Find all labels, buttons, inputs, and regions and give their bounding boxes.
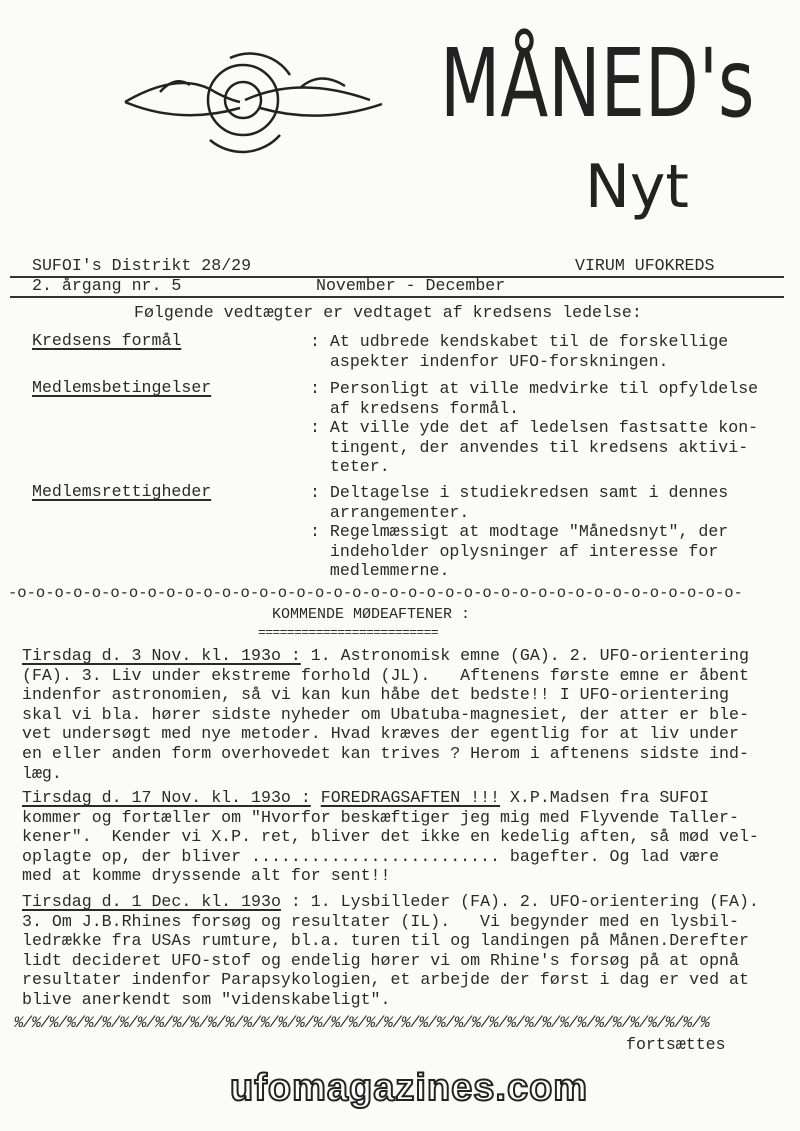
masthead-subtitle: Nyt [585, 152, 689, 222]
separator-line: -o-o-o-o-o-o-o-o-o-o-o-o-o-o-o-o-o-o-o-o-o-o-o-o-o-o-o-o-o-o-o-o-o-o-o-o-o-o-o- [8, 584, 743, 602]
meeting-entry [22, 788, 782, 886]
statute-label: Medlemsbetingelser [32, 378, 212, 397]
volume-label: 2. årgang nr. 5 [32, 276, 182, 295]
statute-label: Medlemsrettigheder [32, 482, 212, 501]
meeting-highlight: FOREDRAGSAFTEN !!! [320, 788, 500, 807]
meeting-text: 1. Astronomisk emne (GA). 2. UFO-orientering (FA). 3. Liv under ekstreme forhold (JL). Aftenens første emne er åbent indenfor astronomien, så vi kan kun håbe det bedste!! I UFO-orientering skal vi bla. hører sidste nyheder om Ubatuba-magnesiet, der atter er ble- vet undersøgt med nye metoder. Hvad kræves der egentlig for at liv under en eller anden form overhovedet kan trives ? Herom i aftenens sidste ind- læg. [22, 646, 749, 783]
meeting-entry [22, 892, 782, 1010]
continued-label: fortsættes [626, 1035, 726, 1054]
header-rule-2 [10, 296, 784, 298]
meetings-heading-underline: ========================= [258, 625, 439, 640]
club-name: VIRUM UFOKREDS [575, 256, 715, 275]
statute-text: : Personligt at ville medvirke til opfyldelse af kredsens formål. : At ville yde det af ledelsen fastsatte kon- tingent, der anvendes til kredsens aktivi- teter. [310, 379, 759, 477]
ornament-rule: %/%/%/%/%/%/%/%/%/%/%/%/%/%/%/%/%/%/%/%/%/%/%/%/%/%/%/%/%/%/%/%/%/%/%/%/%/%/%/% [14, 1014, 710, 1032]
meeting-date: Tirsdag d. 3 Nov. kl. 193o : [22, 646, 301, 665]
ufo-logo-icon [120, 30, 410, 160]
statute-text: : At udbrede kendskabet til de forskellige aspekter indenfor UFO-forskningen. [310, 332, 729, 371]
statutes-intro: Følgende vedtægter er vedtaget af kredsens ledelse: [134, 303, 642, 322]
period-label: November - December [316, 276, 506, 295]
meetings-heading: KOMMENDE MØDEAFTENER : [272, 606, 471, 623]
district-label: SUFOI's Distrikt 28/29 [32, 256, 252, 275]
meeting-entry [22, 646, 782, 783]
watermark-text: ufomagazines.com [230, 1067, 589, 1109]
meeting-text: : 1. Lysbilleder (FA). 2. UFO-orientering (FA). 3. Om J.B.Rhines forsøg og resultater (IL). Vi begynder med en lysbil- ledrække fra USAs rumture, bl.a. turen til og landingen på Månen.Derefter lidt decideret UFO-stof og endelig hører vi om Rhine's forsøg på at opnå resultater indenfor Parapsykologien, et arbejde der først i dag er ved at blive anerkendt som "videnskabeligt". [22, 892, 759, 1009]
masthead-title: MÅNED's [440, 28, 755, 139]
meeting-date: Tirsdag d. 1 Dec. kl. 193o [22, 892, 281, 911]
meeting-date: Tirsdag d. 17 Nov. kl. 193o : [22, 788, 311, 807]
statute-label: Kredsens formål [32, 331, 182, 350]
statute-text: : Deltagelse i studiekredsen samt i dennes arrangementer. : Regelmæssigt at modtage "Månedsnyt", der indeholder oplysninger af interesse for medlemmerne. [310, 483, 729, 581]
meeting-text: X.P.Madsen fra SUFOI kommer og fortæller om "Hvorfor beskæftiger jeg mig med Flyvende Taller- kener". Kender vi X.P. ret, bliver det ikke en kedelig aften, så mød vel- oplagte op, der bliver ......................... bagefter. Og lad være med at komme dryssende alt for sent!! [22, 788, 759, 886]
